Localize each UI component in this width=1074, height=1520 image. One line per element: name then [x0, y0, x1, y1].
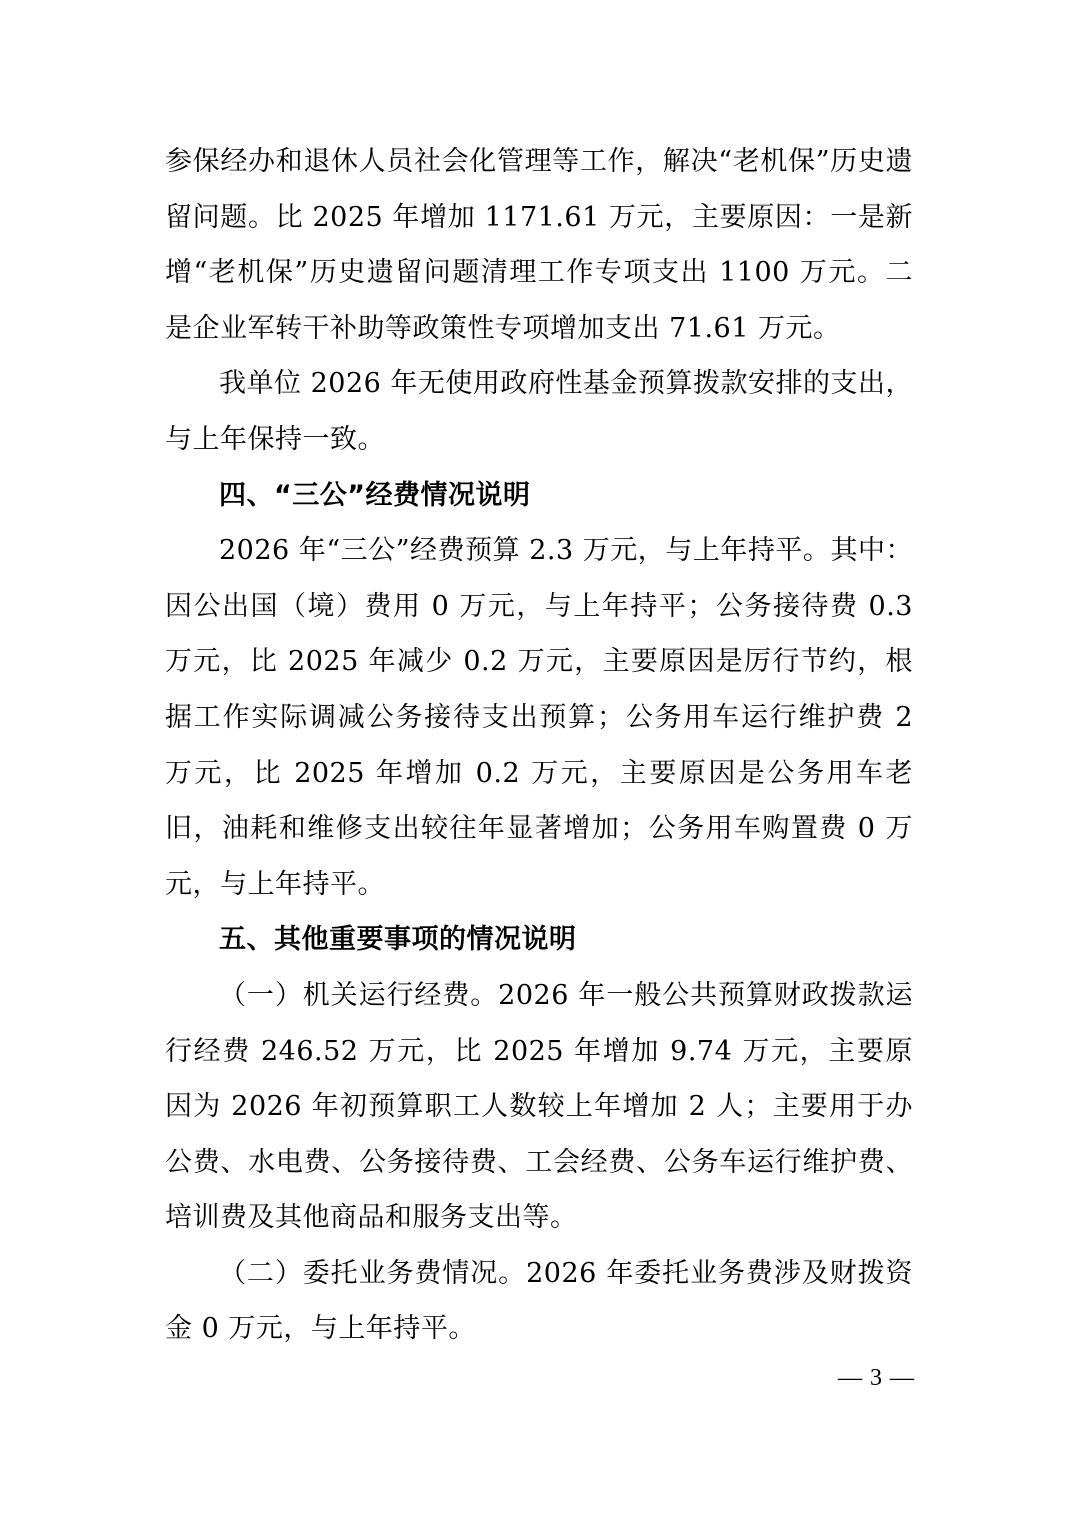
- section-heading-other-matters: 五、其他重要事项的情况说明: [219, 924, 577, 956]
- paragraph-operating-expenses: （一）机关运行经费。2026 年一般公共预算财政拨款运行经费 246.52 万元，比 2025 年增加 9.74 万元，主要原因为 2026 年初预算职工人数较上年增加 2 人；主要用于办公费、水电费、公务接待费、工会经费、公务车运行维护费、培训费及其他商品和服务支出等。: [165, 979, 913, 1234]
- paragraph-sangong-budget: 2026 年“三公”经费预算 2.3 万元，与上年持平。其中：因公出国（境）费用 0 万元，与上年持平；公务接待费 0.3 万元，比 2025 年减少 0.2 万元，主要原因是厉行节约，根据工作实际调减公务接待支出预算；公务用车运行维护费 2 万元，比 2025 年增加 0.2 万元，主要原因是公务用车老旧，油耗和维修支出较往年显著增加；公务用车购置费 0 万元，与上年持平。: [165, 535, 913, 900]
- paragraph-government-fund: 我单位 2026 年无使用政府性基金预算拨款安排的支出，与上年保持一致。: [165, 368, 913, 455]
- paragraph-commissioned-business: （二）委托业务费情况。2026 年委托业务费涉及财拨资金 0 万元，与上年持平。: [165, 1257, 913, 1345]
- section-heading-sangong: 四、“三公”经费情况说明: [219, 479, 531, 511]
- document-body: [165, 134, 913, 1357]
- page-number: — 3 —: [838, 1365, 915, 1391]
- paragraph-laojibao-continuation: 参保经办和退休人员社会化管理等工作，解决“老机保”历史遗留问题。比 2025 年增加 1171.61 万元，主要原因：一是新增“老机保”历史遗留问题清理工作专项支出 1100 万元。二是企业军转干补助等政策性专项增加支出 71.61 万元。: [165, 146, 913, 344]
